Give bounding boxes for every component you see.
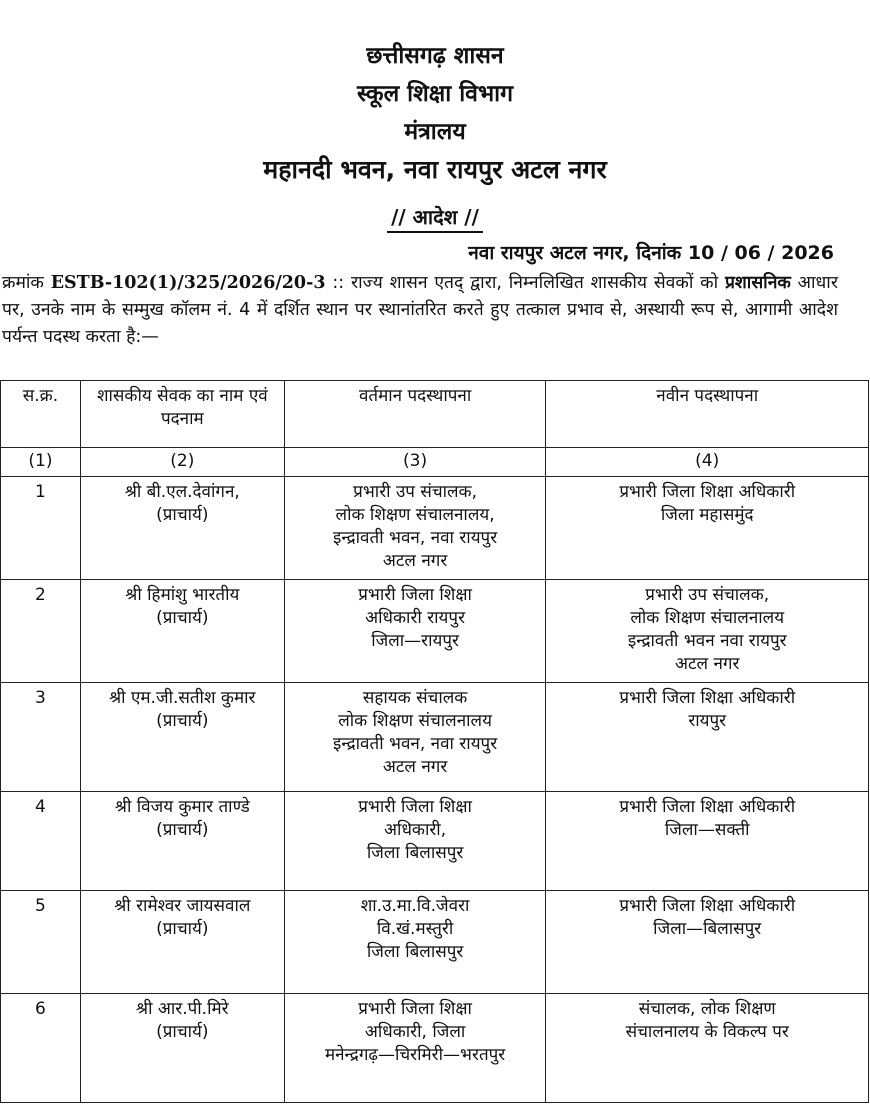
- current-posting-cell: [284, 792, 546, 891]
- employee-cell: [80, 580, 284, 683]
- new-posting-line: प्रभारी जिला शिक्षा अधिकारी: [619, 688, 796, 708]
- dateline: नवा रायपुर अटल नगर, दिनांक 10 / 06 / 2026: [468, 242, 834, 264]
- order-paragraph: [2, 270, 838, 351]
- row-serial-number: 3: [1, 683, 81, 792]
- new-posting-cell: [546, 683, 869, 792]
- reference-number: ESTB-102(1)/325/2026/20-3: [50, 273, 326, 293]
- new-posting-line: संचालक, लोक शिक्षण: [638, 999, 776, 1019]
- employee-cell: [80, 891, 284, 994]
- current-posting-line: जिला बिलासपुर: [366, 942, 464, 962]
- employee-cell: [80, 477, 284, 580]
- employee-cell: [80, 792, 284, 891]
- employee-name: श्री हिमांशु भारतीय: [125, 585, 240, 605]
- current-posting-cell: [284, 994, 546, 1103]
- current-posting-line: वि.खं.मस्तुरी: [376, 919, 454, 939]
- current-posting-line: अटल नगर: [382, 551, 448, 571]
- new-posting-line: इन्द्रावती भवन नवा रायपुर: [627, 631, 787, 651]
- current-posting-line: शा.उ.मा.वि.जेवरा: [360, 896, 470, 916]
- ministry-name: मंत्रालय: [404, 119, 466, 145]
- new-posting-line: संचालनालय के विकल्प पर: [625, 1022, 789, 1042]
- employee-designation: (प्राचार्य): [156, 608, 209, 628]
- government-name: छत्तीसगढ़ शासन: [366, 43, 504, 69]
- current-posting-cell: [284, 891, 546, 994]
- row-serial-number: 2: [1, 580, 81, 683]
- new-posting-line: प्रभारी जिला शिक्षा अधिकारी: [619, 797, 796, 817]
- new-posting-cell: [546, 580, 869, 683]
- employee-cell: [80, 994, 284, 1103]
- row-serial-number: 4: [1, 792, 81, 891]
- table-row: [1, 792, 869, 891]
- employee-name: श्री एम.जी.सतीश कुमार: [109, 688, 256, 708]
- current-posting-line: इन्द्रावती भवन, नवा रायपुर: [333, 734, 498, 754]
- table-row: [1, 891, 869, 994]
- table-row: [1, 477, 869, 580]
- current-posting-line: अधिकारी,: [384, 820, 447, 840]
- transfer-table: [0, 380, 869, 1103]
- header-current-posting: वर्तमान पदस्थापना: [284, 381, 546, 448]
- department-name: स्कूल शिक्षा विभाग: [356, 81, 514, 107]
- current-posting-line: सहायक संचालक: [362, 688, 468, 708]
- employee-designation: (प्राचार्य): [156, 1022, 209, 1042]
- table-row: [1, 683, 869, 792]
- current-posting-line: अटल नगर: [382, 757, 448, 777]
- row-serial-number: 1: [1, 477, 81, 580]
- new-posting-line: जिला—बिलासपुर: [653, 919, 762, 939]
- new-posting-line: जिला—सक्ती: [664, 820, 750, 840]
- new-posting-line: प्रभारी जिला शिक्षा अधिकारी: [619, 482, 796, 502]
- order-text-part1: :: राज्य शासन एतद् द्वारा, निम्नलिखित शासकीय सेवकों को: [325, 273, 725, 293]
- col-number: (1): [1, 448, 81, 477]
- order-title: // आदेश //: [0, 203, 870, 230]
- current-posting-cell: [284, 580, 546, 683]
- employee-designation: (प्राचार्य): [156, 505, 209, 525]
- current-posting-line: इन्द्रावती भवन, नवा रायपुर: [333, 528, 498, 548]
- new-posting-cell: [546, 792, 869, 891]
- current-posting-line: जिला बिलासपुर: [366, 843, 464, 863]
- order-text-part2: आधार पर, उनके नाम के सम्मुख कॉलम नं. 4 में दर्शित स्थान पर स्थानांतरित करते हुए तत्काल प्रभाव से, अस्थायी रूप से, आगामी आदेश पर्यन्त पदस्थ करता है:—: [2, 273, 838, 347]
- current-posting-line: मनेन्द्रगढ़—चिरमिरी—भरतपुर: [324, 1045, 506, 1065]
- current-posting-cell: [284, 683, 546, 792]
- table-row: [1, 994, 869, 1103]
- new-posting-cell: [546, 477, 869, 580]
- current-posting-line: प्रभारी जिला शिक्षा: [358, 585, 472, 605]
- office-address: महानदी भवन, नवा रायपुर अटल नगर: [263, 155, 607, 184]
- current-posting-line: लोक शिक्षण संचालनालय: [338, 711, 492, 731]
- employee-cell: [80, 683, 284, 792]
- employee-name: श्री आर.पी.मिरे: [136, 999, 229, 1019]
- employee-name: श्री रामेश्वर जायसवाल: [114, 896, 251, 916]
- col-number: (4): [546, 448, 869, 477]
- new-posting-line: जिला महासमुंद: [660, 505, 754, 525]
- col-number: (2): [80, 448, 284, 477]
- current-posting-line: जिला—रायपुर: [371, 631, 459, 651]
- new-posting-line: अटल नगर: [675, 654, 740, 674]
- header-new-posting: नवीन पदस्थापना: [546, 381, 869, 448]
- header-employee: शासकीय सेवक का नाम एवं पदनाम: [80, 381, 284, 448]
- employee-name: श्री बी.एल.देवांगन,: [124, 482, 240, 502]
- order-text-bold: प्रशासनिक: [724, 273, 791, 293]
- new-posting-line: लोक शिक्षण संचालनालय: [630, 608, 785, 628]
- row-serial-number: 6: [1, 994, 81, 1103]
- current-posting-line: अधिकारी रायपुर: [365, 608, 466, 628]
- employee-name: श्री विजय कुमार ताण्डे: [114, 797, 250, 817]
- current-posting-line: प्रभारी जिला शिक्षा: [358, 797, 472, 817]
- new-posting-cell: [546, 994, 869, 1103]
- col-number: (3): [284, 448, 546, 477]
- employee-designation: (प्राचार्य): [156, 820, 209, 840]
- new-posting-line: प्रभारी उप संचालक,: [645, 585, 770, 605]
- employee-designation: (प्राचार्य): [156, 919, 209, 939]
- new-posting-line: रायपुर: [688, 711, 727, 731]
- new-posting-cell: [546, 891, 869, 994]
- header-sno: स.क्र.: [1, 381, 81, 448]
- current-posting-cell: [284, 477, 546, 580]
- row-serial-number: 5: [1, 891, 81, 994]
- current-posting-line: प्रभारी उप संचालक,: [353, 482, 478, 502]
- current-posting-line: लोक शिक्षण संचालनालय,: [335, 505, 495, 525]
- new-posting-line: प्रभारी जिला शिक्षा अधिकारी: [619, 896, 796, 916]
- employee-designation: (प्राचार्य): [156, 711, 209, 731]
- current-posting-line: अधिकारी, जिला: [364, 1022, 466, 1042]
- table-row: [1, 580, 869, 683]
- ref-label: क्रमांक: [2, 273, 44, 293]
- current-posting-line: प्रभारी जिला शिक्षा: [358, 999, 472, 1019]
